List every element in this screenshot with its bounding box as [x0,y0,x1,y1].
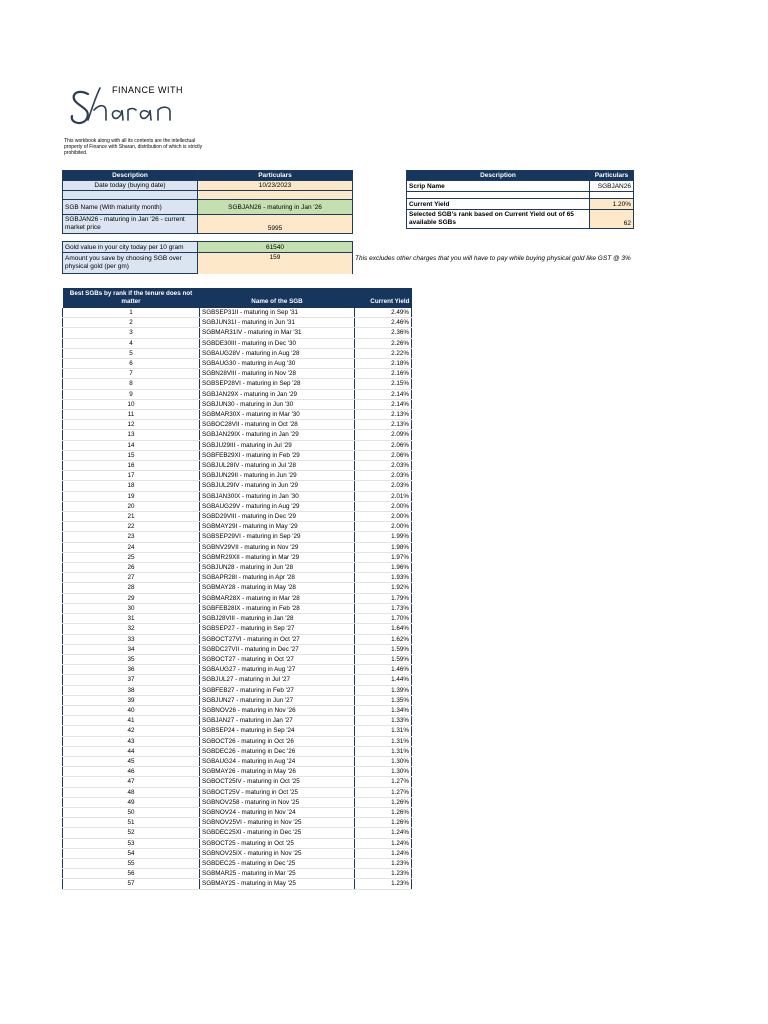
rank-cell: 18 [63,481,200,491]
yield-cell: 2.26% [355,338,412,348]
yield-cell: 1.33% [355,716,412,726]
rank-cell: 10 [63,399,200,409]
table-row [63,369,412,379]
sgb-name-cell: SGBMAY29I - maturing in May '29 [200,522,355,532]
yield-cell: 1.39% [355,685,412,695]
yield-cell: 1.30% [355,767,412,777]
rank-cell: 12 [63,420,200,430]
table-row [63,461,412,471]
sgb-name-cell: SGBMAY25 - maturing in May '25 [200,879,355,889]
rank-cell: 11 [63,410,200,420]
yield-cell: 2.13% [355,410,412,420]
rank-cell: 20 [63,501,200,511]
table-row [63,807,412,817]
yield-cell: 1.46% [355,665,412,675]
yield-cell: 2.09% [355,430,412,440]
rank-cell: 31 [63,614,200,624]
sgb-name-cell: SGBJUN27 - maturing in Jun '27 [200,695,355,705]
rank-cell: 21 [63,512,200,522]
yield-cell: 2.36% [355,328,412,338]
sgb-name-cell: SGBOCT26 - maturing in Oct '26 [200,736,355,746]
yield-cell: 1.30% [355,756,412,766]
rank-cell: 47 [63,777,200,787]
table-row [63,777,412,787]
rank-cell: 52 [63,828,200,838]
rank-cell: 5 [63,348,200,358]
rank-cell: 15 [63,450,200,460]
sgb-name-cell: SGBD29VIII - maturing in Dec '29 [200,512,355,522]
current-yield-header: Current Yield [355,288,412,308]
table-row [63,746,412,756]
rank-cell: 42 [63,726,200,736]
table-row [63,522,412,532]
rank-cell: 4 [63,338,200,348]
table-row [63,440,412,450]
sgb-name-cell: SGBN28VIII - maturing in Nov '28 [200,369,355,379]
sgb-name-cell: SGBMAR30X - maturing in Mar '30 [200,410,355,420]
rank-cell: 14 [63,440,200,450]
yield-cell: 1.97% [355,552,412,562]
table-row [63,603,412,613]
sgb-name-cell: SGBDEC25 - maturing in Dec '25 [200,858,355,868]
sgb-rank-table [62,288,412,890]
table-row [63,756,412,766]
sgb-name-cell: SGBFEB28IX - maturing in Feb '28 [200,603,355,613]
sgb-name-cell: SGBOCT25V - maturing in Oct '25 [200,787,355,797]
yield-cell: 2.15% [355,379,412,389]
sgb-name-cell: SGBJAN29X - maturing in Jan '29 [200,389,355,399]
sgb-name-cell: SGBJUL29IV - maturing in Jun '29 [200,481,355,491]
yield-cell: 1.24% [355,838,412,848]
yield-cell: 2.00% [355,501,412,511]
sgb-name-cell: SGBJAN29IX - maturing in Jan '29 [200,430,355,440]
rank-cell: 55 [63,858,200,868]
sgb-name-cell: SGBNV29VII - maturing in Nov '29 [200,542,355,552]
rank-cell: 25 [63,552,200,562]
table-row [63,767,412,777]
rank-cell: 33 [63,634,200,644]
yield-cell: 1.26% [355,797,412,807]
rank-cell: 57 [63,879,200,889]
table-row [63,573,412,583]
table-row [63,879,412,889]
table-row [63,726,412,736]
sgb-name-cell: SGBDC27VII - maturing in Dec '27 [200,644,355,654]
spacer-cell [63,191,198,200]
table-row [63,348,412,358]
table-row [63,634,412,644]
yield-cell: 2.00% [355,522,412,532]
rank-cell: 19 [63,491,200,501]
yield-cell: 2.00% [355,512,412,522]
yield-cell: 2.13% [355,420,412,430]
yield-cell: 1.27% [355,787,412,797]
yield-cell: 1.27% [355,777,412,787]
sgb-name-label: SGB Name (With maturity month) [63,200,198,215]
rank-cell: 13 [63,430,200,440]
sgb-name-cell: SGBSEP31II - maturing in Sep '31 [200,308,355,318]
gold-table [62,241,353,274]
table-row [63,593,412,603]
sgb-name-cell: SGBJUN31I - maturing in Jun '31 [200,318,355,328]
description-header: Description [407,171,590,181]
yield-cell: 1.73% [355,603,412,613]
rank-cell: 50 [63,807,200,817]
rank-cell: 8 [63,379,200,389]
market-price-label: SGBJAN26 - maturing in Jan '26 - current market price [63,215,198,234]
table-row [63,869,412,879]
sgb-name-cell: SGBSEP27 - maturing in Sep '27 [200,624,355,634]
sgb-name-cell: SGBJAN30IX - maturing in Jan '30 [200,491,355,501]
scrip-table [406,170,634,229]
table-row [63,389,412,399]
rank-cell: 43 [63,736,200,746]
rank-value: 62 [590,210,634,229]
table-row [63,736,412,746]
sgb-name-cell: SGBSEP29VI - maturing in Sep '29 [200,532,355,542]
yield-cell: 1.24% [355,828,412,838]
table-row [63,787,412,797]
yield-cell: 2.03% [355,461,412,471]
yield-cell: 2.46% [355,318,412,328]
sgb-name-cell: SGBDEC25XI - maturing in Dec '25 [200,828,355,838]
yield-cell: 2.18% [355,359,412,369]
yield-cell: 1.92% [355,583,412,593]
sgb-name-cell: SGBNOV26 - maturing in Nov '26 [200,705,355,715]
rank-cell: 16 [63,461,200,471]
table-row [63,552,412,562]
table-row [63,542,412,552]
yield-cell: 1.44% [355,675,412,685]
rank-cell: 54 [63,848,200,858]
sgb-name-cell: SGBNOV25VI - maturing in Nov '25 [200,818,355,828]
sgb-name-cell: SGBFEB27 - maturing in Feb '27 [200,685,355,695]
table-row [63,716,412,726]
rank-cell: 51 [63,818,200,828]
particulars-header: Particulars [590,171,634,181]
sgb-name-cell: SGBNOV25IX - maturing in Nov '25 [200,848,355,858]
table-row [63,328,412,338]
yield-cell: 1.31% [355,736,412,746]
rank-cell: 2 [63,318,200,328]
table-row [63,563,412,573]
sgb-name-cell: SGBJUL27 - maturing in Jul '27 [200,675,355,685]
sgb-name-cell: SGBFEB29XI - maturing in Feb '29 [200,450,355,460]
yield-cell: 2.06% [355,450,412,460]
sgb-name-cell: SGBMAY28 - maturing in May '28 [200,583,355,593]
table-row [63,491,412,501]
rank-table-body [63,308,412,889]
yield-cell: 1.23% [355,869,412,879]
sgb-name-cell: SGBJ28VIII - maturing in Jan '28 [200,614,355,624]
rank-cell: 36 [63,665,200,675]
sgb-name-cell: SGBMAR25 - maturing in Mar '25 [200,869,355,879]
sgb-name-cell: SGBJU29III - maturing in Jul '29 [200,440,355,450]
sgb-name-cell: SGBJUL28IV - maturing in Jul '28 [200,461,355,471]
sgb-name-cell: SGBDEC26 - maturing in Dec '26 [200,746,355,756]
table-row [63,828,412,838]
sgb-name-cell: SGBOCT25 - maturing in Oct '25 [200,838,355,848]
savings-value: 159 [198,253,353,274]
sgb-name-cell: SGBSEP28VI - maturing in Sep '28 [200,379,355,389]
sgb-name-cell: SGBOCT27VI - maturing in Oct '27 [200,634,355,644]
yield-cell: 1.70% [355,614,412,624]
rank-cell: 32 [63,624,200,634]
description-table [62,170,353,234]
table-row [63,644,412,654]
table-row [63,359,412,369]
yield-cell: 1.79% [355,593,412,603]
yield-cell: 2.06% [355,440,412,450]
sgb-name-cell: SGBAUG27 - maturing in Aug '27 [200,665,355,675]
market-price-value: 5995 [198,215,353,234]
sgb-name-cell: SGBMAR31IV - maturing in Mar '31 [200,328,355,338]
sgb-name-cell: SGBJAN27 - maturing in Jan '27 [200,716,355,726]
rank-cell: 49 [63,797,200,807]
table-row [63,481,412,491]
table-row [63,695,412,705]
table-row [63,705,412,715]
yield-cell: 2.22% [355,348,412,358]
sgb-name-cell: SGBAUG29V - maturing in Aug '29 [200,501,355,511]
rank-cell: 35 [63,654,200,664]
rank-cell: 6 [63,359,200,369]
sgb-name-value[interactable]: SGBJAN26 - maturing in Jan '26 [198,200,353,215]
disclaimer-text: This workbook along with all its contents are the intellectual property of Finance with Sharan, distribution of which is strictly prohibited. [64,138,203,156]
scrip-name-value: SGBJAN26 [590,181,634,192]
rank-cell: 38 [63,685,200,695]
rank-cell: 40 [63,705,200,715]
rank-cell: 9 [63,389,200,399]
rank-header: Best SGBs by rank if the tenure does not matter [63,288,200,308]
table-row [63,838,412,848]
table-row [63,675,412,685]
sgb-name-cell: SGBAUG24 - maturing in Aug '24 [200,756,355,766]
rank-cell: 41 [63,716,200,726]
yield-cell: 1.96% [355,563,412,573]
description-header: Description [63,171,198,181]
table-row [63,318,412,328]
yield-cell: 1.62% [355,634,412,644]
table-row [63,420,412,430]
gold-value-input[interactable]: 61540 [198,242,353,253]
yield-cell: 2.03% [355,481,412,491]
spacer-cell [198,191,353,200]
date-value[interactable]: 10/23/2023 [198,181,353,191]
rank-cell: 3 [63,328,200,338]
sgb-name-cell: SGBMR29XII - maturing in Mar '29 [200,552,355,562]
yield-cell: 1.23% [355,879,412,889]
table-row [63,654,412,664]
sgb-name-cell: SGBNOV258 - maturing in Nov '25 [200,797,355,807]
sgb-name-cell: SGBMAY26 - maturing in May '26 [200,767,355,777]
gold-value-label: Gold value in your city today per 10 gram [63,242,198,253]
table-row [63,399,412,409]
rank-cell: 28 [63,583,200,593]
savings-label: Amount you save by choosing SGB over physical gold (per gm) [63,253,198,274]
table-row [63,583,412,593]
yield-cell: 1.23% [355,858,412,868]
yield-cell: 1.24% [355,848,412,858]
table-row [63,512,412,522]
yield-cell: 1.64% [355,624,412,634]
particulars-header: Particulars [198,171,353,181]
yield-cell: 1.34% [355,705,412,715]
sgb-name-cell: SGBDE30III - maturing in Dec '30 [200,338,355,348]
yield-cell: 2.14% [355,399,412,409]
sgb-name-cell: SGBAUG28V - maturing in Aug '28 [200,348,355,358]
yield-cell: 2.16% [355,369,412,379]
yield-cell: 1.59% [355,654,412,664]
table-row [63,614,412,624]
sgb-name-cell: SGBOCT25IV - maturing in Oct '25 [200,777,355,787]
rank-cell: 48 [63,787,200,797]
rank-cell: 17 [63,471,200,481]
table-row [63,848,412,858]
spacer-cell [590,192,634,199]
yield-cell: 1.35% [355,695,412,705]
table-row [63,858,412,868]
yield-cell: 1.99% [355,532,412,542]
rank-cell: 45 [63,756,200,766]
table-row [63,797,412,807]
yield-cell: 1.31% [355,746,412,756]
table-row [63,532,412,542]
spacer-cell [407,192,590,199]
rank-label: Selected SGB's rank based on Current Yield out of 65 available SGBs [407,210,590,229]
table-row [63,471,412,481]
yield-cell: 2.01% [355,491,412,501]
table-row [63,501,412,511]
yield-cell: 1.31% [355,726,412,736]
gst-note: This excludes other charges that you will have to pay while buying physical gold like GST @ 3% [355,255,631,262]
sgb-name-cell: SGBAPR28I - maturing in Apr '28 [200,573,355,583]
rank-cell: 7 [63,369,200,379]
yield-cell: 1.26% [355,818,412,828]
rank-cell: 23 [63,532,200,542]
yield-cell: 1.59% [355,644,412,654]
current-yield-label: Current Yield [407,199,590,210]
table-row [63,818,412,828]
scrip-name-label: Scrip Name [407,181,590,192]
table-row [63,379,412,389]
rank-cell: 22 [63,522,200,532]
rank-cell: 56 [63,869,200,879]
yield-cell: 1.98% [355,542,412,552]
yield-cell: 1.26% [355,807,412,817]
brand-tagline: FINANCE WITH [112,85,183,95]
brand-script-logo [66,80,196,130]
sgb-name-cell: SGBOCT27 - maturing in Oct '27 [200,654,355,664]
current-yield-value: 1.20% [590,199,634,210]
sgb-name-cell: SGBAUG30 - maturing in Aug '30 [200,359,355,369]
rank-cell: 29 [63,593,200,603]
table-row [63,430,412,440]
rank-cell: 24 [63,542,200,552]
yield-cell: 2.03% [355,471,412,481]
rank-cell: 53 [63,838,200,848]
rank-cell: 30 [63,603,200,613]
table-row [63,450,412,460]
date-label: Date today (buying date) [63,181,198,191]
rank-cell: 37 [63,675,200,685]
rank-cell: 1 [63,308,200,318]
table-row [63,308,412,318]
rank-cell: 44 [63,746,200,756]
rank-cell: 39 [63,695,200,705]
rank-cell: 26 [63,563,200,573]
table-row [63,624,412,634]
table-row [63,685,412,695]
sgb-name-cell: SGBOC28VII - maturing in Oct '28 [200,420,355,430]
sgb-name-cell: SGBMAR28X - maturing in Mar '28 [200,593,355,603]
sgb-name-cell: SGBSEP24 - maturing in Sep '24 [200,726,355,736]
yield-cell: 2.14% [355,389,412,399]
yield-cell: 1.93% [355,573,412,583]
sgb-name-cell: SGBJUN28 - maturing in Jun '28 [200,563,355,573]
table-row [63,665,412,675]
yield-cell: 2.49% [355,308,412,318]
sgb-name-cell: SGBNOV24 - maturing in Nov '24 [200,807,355,817]
sgb-name-header: Name of the SGB [200,288,355,308]
table-row [63,410,412,420]
rank-cell: 27 [63,573,200,583]
table-row [63,338,412,348]
sgb-name-cell: SGBJUN29II - maturing in Jun '29 [200,471,355,481]
sgb-name-cell: SGBJUN30 - maturing in Jun '30 [200,399,355,409]
rank-cell: 34 [63,644,200,654]
rank-cell: 46 [63,767,200,777]
